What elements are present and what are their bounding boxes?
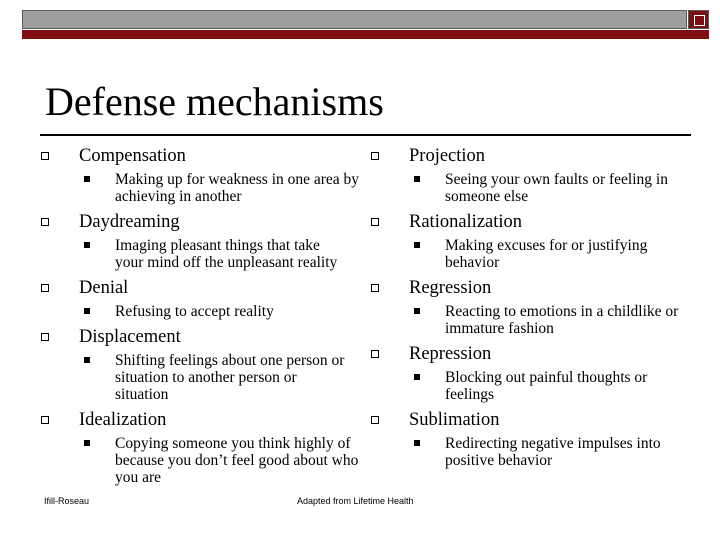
- filled-square-icon: [414, 440, 420, 446]
- heading-text: Compensation: [79, 146, 186, 166]
- corner-square-icon: [688, 10, 709, 29]
- bullet-detail: [40, 435, 360, 486]
- list-item: [370, 145, 690, 205]
- bullet-heading: [370, 211, 690, 233]
- bullet-heading: [40, 326, 360, 348]
- bullet-detail: [40, 303, 360, 320]
- gray-band: [22, 10, 687, 29]
- list-item: [370, 277, 690, 337]
- heading-text: Displacement: [79, 327, 181, 347]
- detail-text: Copying someone you think highly of because you don’t feel good about who you are: [115, 435, 359, 486]
- list-item: [370, 211, 690, 271]
- heading-text: Denial: [79, 278, 129, 298]
- filled-square-icon: [84, 357, 90, 363]
- right-column: [370, 145, 690, 475]
- hollow-square-icon: [371, 350, 379, 358]
- bullet-detail: [370, 435, 695, 469]
- heading-text: Daydreaming: [79, 212, 180, 232]
- bullet-heading: [40, 409, 360, 431]
- hollow-square-icon: [371, 416, 379, 424]
- hollow-square-icon: [41, 416, 49, 424]
- filled-square-icon: [84, 176, 90, 182]
- bullet-detail: [40, 171, 360, 205]
- filled-square-icon: [414, 242, 420, 248]
- detail-text: Making up for weakness in one area by achieving in another: [115, 171, 360, 205]
- hollow-square-icon: [41, 333, 49, 341]
- hollow-square-icon: [41, 218, 49, 226]
- hollow-square-icon: [371, 284, 379, 292]
- slide-top-band: [22, 10, 709, 38]
- title-divider: [40, 134, 691, 136]
- detail-text: Shifting feelings about one person or situation to another person or situation: [115, 352, 345, 403]
- list-item: [370, 409, 690, 469]
- list-item: [40, 409, 360, 486]
- bullet-heading: [40, 211, 360, 233]
- bullet-heading: [370, 277, 690, 299]
- hollow-square-icon: [41, 152, 49, 160]
- bullet-heading: [40, 145, 360, 167]
- list-item: [40, 211, 360, 271]
- bullet-heading: [370, 145, 690, 167]
- filled-square-icon: [414, 176, 420, 182]
- list-item: [40, 277, 360, 320]
- filled-square-icon: [84, 440, 90, 446]
- filled-square-icon: [414, 374, 420, 380]
- detail-text: Seeing your own faults or feeling in someone else: [445, 171, 668, 205]
- detail-text: Redirecting negative impulses into positive behavior: [445, 435, 661, 469]
- filled-square-icon: [414, 308, 420, 314]
- bullet-heading: [370, 409, 690, 431]
- filled-square-icon: [84, 308, 90, 314]
- list-item: [370, 343, 690, 403]
- detail-text: Refusing to accept reality: [115, 303, 274, 320]
- bullet-detail: [40, 352, 345, 403]
- red-band: [22, 30, 709, 39]
- detail-text: Reacting to emotions in a childlike or immature fashion: [445, 303, 679, 337]
- detail-text: Imaging pleasant things that take your mind off the unpleasant reality: [115, 237, 338, 271]
- bullet-detail: [370, 369, 695, 403]
- heading-text: Projection: [409, 146, 486, 166]
- heading-text: Regression: [409, 278, 492, 298]
- detail-text: Making excuses for or justifying behavior: [445, 237, 648, 271]
- bullet-detail: [370, 171, 675, 205]
- filled-square-icon: [84, 242, 90, 248]
- detail-text: Blocking out painful thoughts or feelings: [445, 369, 648, 403]
- bullet-detail: [370, 237, 675, 271]
- footer-source: Adapted from Lifetime Health: [297, 496, 414, 506]
- heading-text: Rationalization: [409, 212, 523, 232]
- list-item: [40, 145, 360, 205]
- bullet-heading: [370, 343, 690, 365]
- hollow-square-icon: [371, 218, 379, 226]
- heading-text: Sublimation: [409, 410, 500, 430]
- hollow-square-icon: [371, 152, 379, 160]
- heading-text: Repression: [409, 344, 492, 364]
- bullet-detail: [370, 303, 695, 337]
- left-column: [40, 145, 360, 492]
- bullet-detail: [40, 237, 345, 271]
- bullet-heading: [40, 277, 360, 299]
- hollow-square-icon: [41, 284, 49, 292]
- slide-title: Defense mechanisms: [45, 79, 384, 124]
- list-item: [40, 326, 360, 403]
- heading-text: Idealization: [79, 410, 167, 430]
- footer-author: Ifill-Roseau: [44, 496, 90, 506]
